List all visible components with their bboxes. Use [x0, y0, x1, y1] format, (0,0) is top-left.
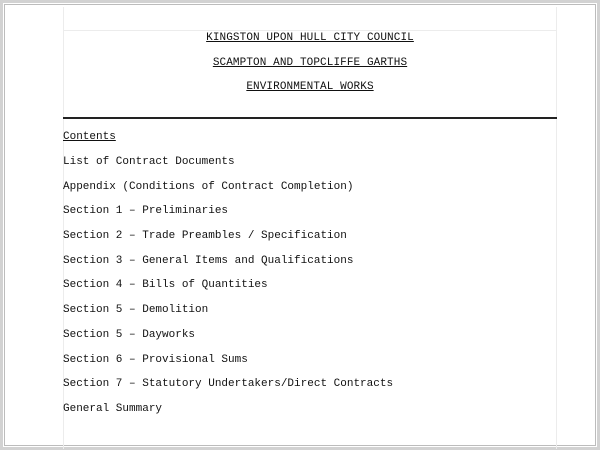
contents-item-section-6: Section 6 – Provisional Sums	[63, 353, 248, 366]
contents-item-section-5-demolition: Section 5 – Demolition	[63, 304, 209, 317]
contents-item-section-2: Section 2 – Trade Preambles / Specification	[63, 230, 347, 243]
contents-item-section-3: Section 3 – General Items and Qualifications	[63, 254, 354, 267]
project-heading: SCAMPTON AND TOPCLIFFE GARTHS	[212, 57, 408, 69]
contents-title: Contents	[63, 131, 116, 143]
contents-item-section-4: Section 4 – Bills of Quantities	[63, 279, 268, 292]
contents-item-section-7: Section 7 – Statutory Undertakers/Direct Contracts	[63, 378, 394, 391]
contents-list	[63, 155, 393, 427]
contents-item-section-5-dayworks: Section 5 – Dayworks	[63, 328, 196, 341]
contents-item-contract-documents: List of Contract Documents	[63, 156, 235, 168]
heading-divider	[63, 117, 557, 119]
contents-item-section-1: Section 1 – Preliminaries	[63, 205, 229, 218]
contents-item-general-summary: General Summary	[63, 402, 163, 415]
right-margin-guide	[556, 7, 557, 449]
works-heading: ENVIRONMENTAL WORKS	[246, 81, 374, 93]
contents-item-appendix: Appendix (Conditions of Contract Completion)	[63, 180, 354, 193]
council-heading: KINGSTON UPON HULL CITY COUNCIL	[206, 32, 414, 44]
